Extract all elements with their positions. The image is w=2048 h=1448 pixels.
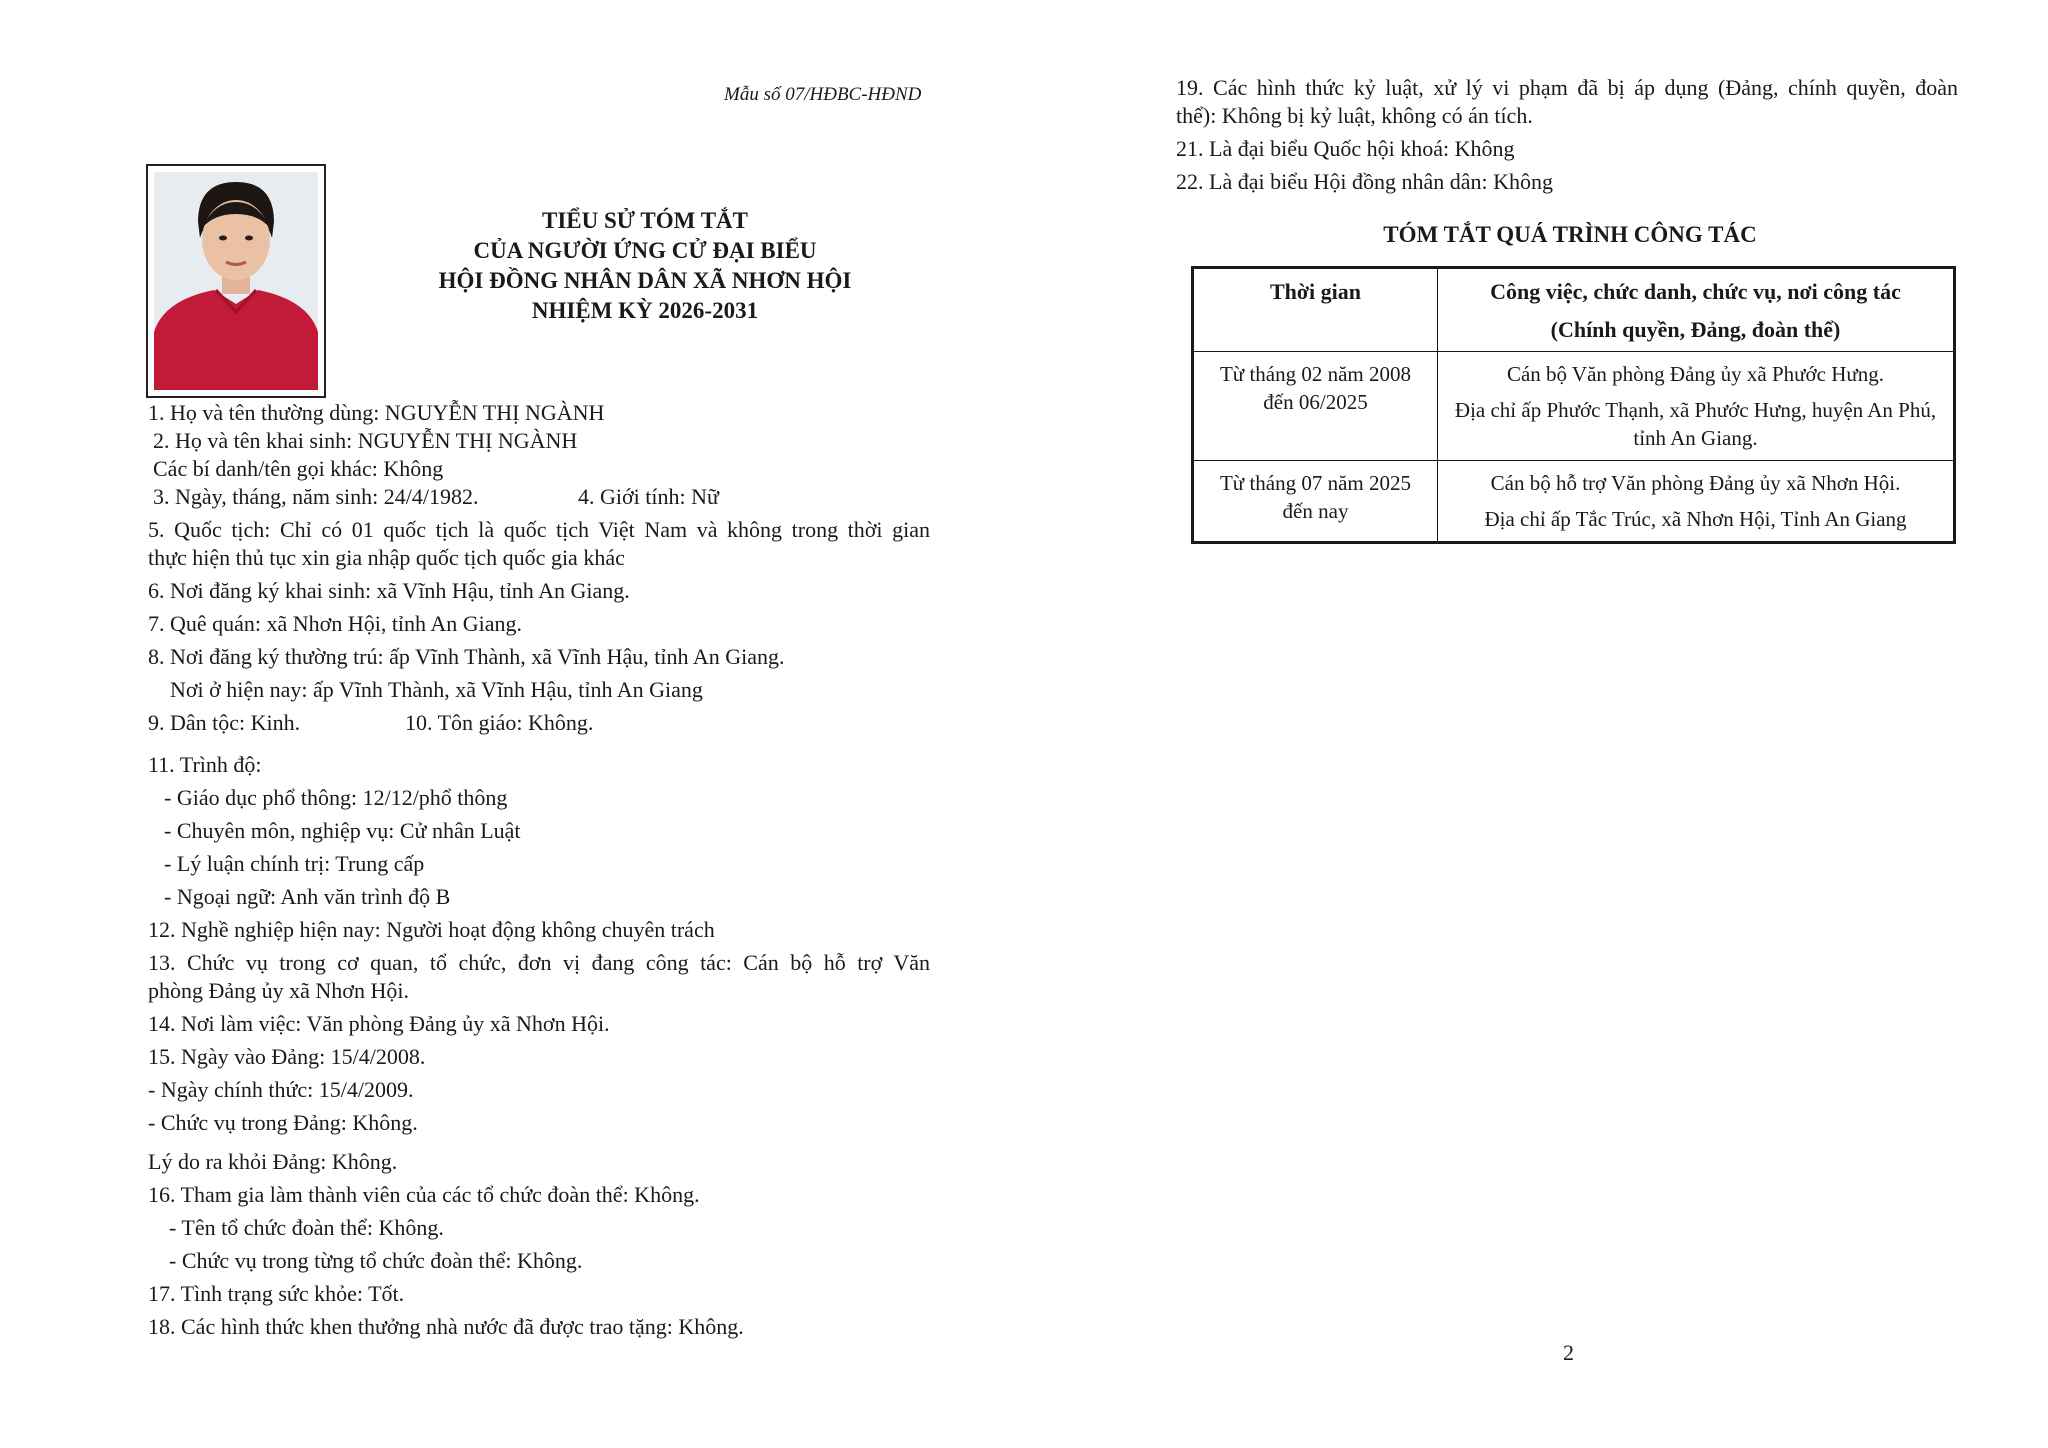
work-history-table: [1191, 266, 1956, 544]
item-14-workplace: 14. Nơi làm việc: Văn phòng Đảng ủy xã Nhơn Hội.: [148, 1011, 610, 1036]
row-1-job: Cán bộ Văn phòng Đảng ủy xã Phước Hưng. Địa chỉ ấp Phước Thạnh, xã Phước Hưng, huyện An Phú, tỉnh An Giang.: [1438, 352, 1955, 461]
title-line-1: TIỂU SỬ TÓM TẮT: [542, 208, 748, 233]
item-5-nationality: 5. Quốc tịch: Chỉ có 01 quốc tịch là quốc tịch Việt Nam và không trong thời gian: [148, 517, 930, 542]
form-code: Mẫu số 07/HĐBC-HĐND: [724, 84, 922, 105]
item-21-national-assembly: 21. Là đại biểu Quốc hội khoá: Không: [1176, 136, 1515, 161]
portrait-image: [154, 172, 318, 390]
candidate-photo: [146, 164, 326, 398]
item-19-discipline: 19. Các hình thức kỷ luật, xử lý vi phạm đã bị áp dụng (Đảng, chính quyền, đoàn: [1176, 75, 1958, 100]
item-17-health: 17. Tình trạng sức khỏe: Tốt.: [148, 1281, 405, 1306]
table-row: [1193, 461, 1955, 543]
item-10-religion: 10. Tôn giáo: Không.: [405, 710, 594, 735]
item-2-birth-name: 2. Họ và tên khai sinh: NGUYỄN THỊ NGÀNH: [153, 428, 578, 453]
item-12-occupation: 12. Nghề nghiệp hiện nay: Người hoạt động không chuyên trách: [148, 917, 715, 942]
item-16-organization-role: - Chức vụ trong từng tổ chức đoàn thể: Không.: [169, 1248, 583, 1273]
item-2-aliases: Các bí danh/tên gọi khác: Không: [153, 456, 444, 481]
item-15-official-date: - Ngày chính thức: 15/4/2009.: [148, 1077, 414, 1102]
item-18-awards: 18. Các hình thức khen thưởng nhà nước đã được trao tặng: Không.: [148, 1314, 744, 1339]
item-19-discipline-cont: thể): Không bị kỷ luật, không có án tích.: [1176, 103, 1533, 128]
item-15-party-leave-reason: Lý do ra khỏi Đảng: Không.: [148, 1149, 398, 1174]
item-16-organizations: 16. Tham gia làm thành viên của các tổ chức đoàn thể: Không.: [148, 1182, 700, 1207]
page-number: 2: [1563, 1340, 1574, 1365]
table-row: [1193, 352, 1955, 461]
item-15-party-position: - Chức vụ trong Đảng: Không.: [148, 1110, 418, 1135]
item-13-position-cont: phòng Đảng ủy xã Nhơn Hội.: [148, 978, 409, 1003]
item-16-organization-name: - Tên tổ chức đoàn thể: Không.: [169, 1215, 444, 1240]
item-1-common-name: 1. Họ và tên thường dùng: NGUYỄN THỊ NGÀNH: [148, 400, 605, 425]
item-8-permanent-residence: 8. Nơi đăng ký thường trú: ấp Vĩnh Thành, xã Vĩnh Hậu, tỉnh An Giang.: [148, 644, 785, 669]
item-11-foreign-language: - Ngoại ngữ: Anh văn trình độ B: [164, 884, 451, 909]
row-1-time: Từ tháng 02 năm 2008 đến 06/2025: [1193, 352, 1438, 461]
item-8-current-residence: Nơi ở hiện nay: ấp Vĩnh Thành, xã Vĩnh Hậu, tỉnh An Giang: [170, 677, 703, 702]
item-11-political-theory: - Lý luận chính trị: Trung cấp: [164, 851, 425, 876]
item-11-general-education: - Giáo dục phổ thông: 12/12/phổ thông: [164, 785, 508, 810]
item-11-profession: - Chuyên môn, nghiệp vụ: Cử nhân Luật: [164, 818, 521, 843]
title-line-4: NHIỆM KỲ 2026-2031: [531, 298, 759, 323]
item-9-ethnicity: 9. Dân tộc: Kinh.: [148, 710, 301, 735]
row-2-job: Cán bộ hỗ trợ Văn phòng Đảng ủy xã Nhơn Hội. Địa chỉ ấp Tắc Trúc, xã Nhơn Hội, Tỉnh An Giang: [1438, 461, 1955, 543]
item-13-position: 13. Chức vụ trong cơ quan, tổ chức, đơn vị đang công tác: Cán bộ hỗ trợ Văn: [148, 950, 930, 975]
title-line-3: HỘI ĐỒNG NHÂN DÂN XÃ NHƠN HỘI: [438, 268, 852, 293]
item-5-nationality-cont: thực hiện thủ tục xin gia nhập quốc tịch quốc gia khác: [148, 545, 625, 570]
item-3-birth-date: 3. Ngày, tháng, năm sinh: 24/4/1982.: [153, 484, 479, 509]
table-header-row: [1193, 268, 1955, 352]
header-job: Công việc, chức danh, chức vụ, nơi công tác (Chính quyền, Đảng, đoàn thể): [1438, 268, 1955, 352]
row-2-time: Từ tháng 07 năm 2025 đến nay: [1193, 461, 1438, 543]
work-history-title: TÓM TẮT QUÁ TRÌNH CÔNG TÁC: [1383, 222, 1757, 247]
header-time: Thời gian: [1193, 268, 1438, 352]
title-line-2: CỦA NGƯỜI ỨNG CỬ ĐẠI BIỂU: [473, 238, 817, 263]
item-22-peoples-council: 22. Là đại biểu Hội đồng nhân dân: Không: [1176, 169, 1553, 194]
item-15-party-join-date: 15. Ngày vào Đảng: 15/4/2008.: [148, 1044, 426, 1069]
item-6-birth-registration: 6. Nơi đăng ký khai sinh: xã Vĩnh Hậu, tỉnh An Giang.: [148, 578, 630, 603]
item-7-hometown: 7. Quê quán: xã Nhơn Hội, tỉnh An Giang.: [148, 611, 522, 636]
item-11-education: 11. Trình độ:: [148, 752, 262, 777]
item-4-gender: 4. Giới tính: Nữ: [578, 484, 719, 509]
